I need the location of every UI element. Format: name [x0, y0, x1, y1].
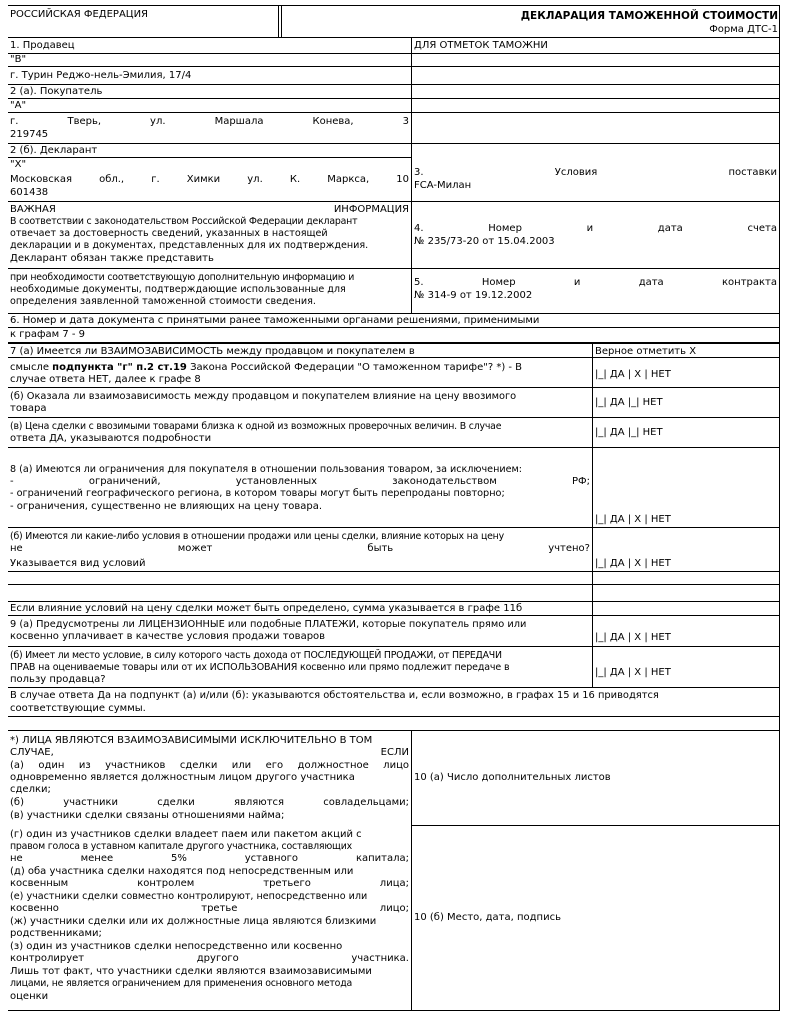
- declarant-label: 2 (б). Декларант: [10, 145, 98, 156]
- important-text-2: отвечает за достоверность сведений, указанных в настоящей: [10, 228, 328, 239]
- q9b-text-2: ПРАВ на оцениваемые товары или от их ИСПОЛЬЗОВАНИЯ косвенно или прямо подлежит передаче в: [10, 662, 510, 673]
- q8a-text-3: - ограничений географического региона, в котором товары могут быть перепроданы повторно;: [10, 488, 505, 499]
- important-text-3: декларации и в документах, представленных для их подтверждения.: [10, 240, 369, 251]
- contract-value: № 314-9 от 19.12.2002: [414, 290, 533, 301]
- footnote-line: родственниками;: [10, 928, 102, 939]
- seller-label: 1. Продавец: [10, 40, 75, 51]
- footnote-line: лицами, не является ограничением для применения основного метода: [10, 978, 353, 989]
- buyer-postcode: 219745: [10, 129, 49, 140]
- footnote-line: *) ЛИЦА ЯВЛЯЮТСЯ ВЗАИМОЗАВИСИМЫМИ ИСКЛЮЧИТЕЛЬНО В ТОМ: [10, 735, 373, 746]
- footnote-line: косвенно третье лицо;: [10, 903, 409, 914]
- delivery-terms-label: 3. Условия поставки: [414, 167, 777, 178]
- q8a-answer[interactable]: |_| ДА | Х | НЕТ: [595, 514, 671, 525]
- q8b-text-3: Указывается вид условий: [10, 558, 146, 569]
- footnote-line: сделки;: [10, 784, 51, 795]
- q8b-text-1: (б) Имеются ли какие-либо условия в отношении продажи или цены сделки, влияние которых на цену: [10, 531, 504, 542]
- buyer-address: г. Тверь, ул. Маршала Конева, 3: [10, 116, 409, 127]
- additional-sheets-label: 10 (а) Число дополнительных листов: [414, 772, 611, 783]
- q7b-answer[interactable]: |_| ДА |_| НЕТ: [595, 397, 663, 408]
- q9b-answer[interactable]: |_| ДА | Х | НЕТ: [595, 667, 671, 678]
- seller-address: г. Турин Реджо-нель-Эмилия, 17/4: [10, 70, 192, 81]
- q7c-text-2: ответа ДА, указываются подробности: [10, 433, 212, 444]
- prior-decisions-line2: к графам 7 - 9: [10, 329, 86, 340]
- q9a-answer[interactable]: |_| ДА | Х | НЕТ: [595, 632, 671, 643]
- q9b-text-1: (б) Имеет ли место условие, в силу которого часть дохода от ПОСЛЕДУЮЩЕЙ ПРОДАЖИ, от ПЕРЕДАЧИ: [10, 650, 502, 661]
- invoice-label: 4. Номер и дата счета: [414, 223, 777, 234]
- q8a-text-2: - ограничений, установленных законодательством РФ;: [10, 476, 590, 487]
- important-text-4: Декларант обязан также представить: [10, 253, 214, 264]
- q8-influence-note: Если влияние условий на цену сделки может быть определено, сумма указывается в графе 11б: [10, 603, 523, 614]
- footnote-line: правом голоса в уставном капитале другого участника, составляющих: [10, 841, 352, 852]
- seller-name: "В": [10, 54, 27, 65]
- document-title: ДЕКЛАРАЦИЯ ТАМОЖЕННОЙ СТОИМОСТИ: [520, 10, 778, 22]
- important-text-1: В соответствии с законодательством Российской Федерации декларант: [10, 216, 358, 227]
- place-date-signature-label: 10 (б) Место, дата, подпись: [414, 912, 561, 923]
- q7a-text-1: 7 (а) Имеется ли ВЗАИМОЗАВИСИМОСТЬ между продавцом и покупателем в: [10, 346, 415, 357]
- mark-column-header: Верное отметить Х: [595, 346, 697, 357]
- footnote-line: (д) оба участника сделки находятся под непосредственным или: [10, 866, 354, 877]
- q7c-answer[interactable]: |_| ДА |_| НЕТ: [595, 427, 663, 438]
- q9-note-1: В случае ответа Да на подпункт (а) и/или (б): указываются обстоятельства и, если возможно, в графах 15 и 16 приводятся: [10, 690, 659, 701]
- q7b-text-1: (б) Оказала ли взаимозависимость между продавцом и покупателем влияние на цену ввозимого: [10, 391, 517, 402]
- q9a-text-2: косвенно уплачивает в качестве условия продажи товаров: [10, 631, 326, 642]
- important-text-6: необходимые документы, подтверждающие использованные для: [10, 284, 346, 295]
- q8a-text-1: 8 (а) Имеются ли ограничения для покупателя в отношении пользования товаром, за исключением:: [10, 464, 522, 475]
- footnote-line: косвенным контролем третьего лица;: [10, 878, 409, 889]
- q7a-text-3: случае ответа НЕТ, далее к графе 8: [10, 374, 201, 385]
- footnote-line: (а) один из участников сделки или его должностное лицо: [10, 760, 409, 771]
- declarant-postcode: 601438: [10, 187, 49, 198]
- important-heading-right: ИНФОРМАЦИЯ: [333, 204, 409, 215]
- q9a-text-1: 9 (а) Предусмотрены ли ЛИЦЕНЗИОННЫЕ или подобные ПЛАТЕЖИ, которые покупатель прямо или: [10, 619, 527, 630]
- contract-label: 5. Номер и дата контракта: [414, 277, 777, 288]
- footnote-line: (ж) участники сделки или их должностные лица являются близкими: [10, 916, 377, 927]
- buyer-name: "А": [10, 100, 27, 111]
- footnote-line: СЛУЧАЕ, ЕСЛИ: [10, 747, 409, 758]
- important-text-5: при необходимости соответствующую дополнительную информацию и: [10, 272, 355, 283]
- prior-decisions-line1: 6. Номер и дата документа с принятыми ранее таможенными органами решениями, применимыми: [10, 315, 540, 326]
- q7a-text-2: смысле подпункта "г" п.2 ст.19 Закона Российской Федерации "О таможенном тарифе"? *) - В: [10, 362, 523, 373]
- declarant-address: Московская обл., г. Химки ул. К. Маркса, 10: [10, 174, 409, 185]
- footnote-line: Лишь тот факт, что участники сделки являются взаимозависимыми: [10, 966, 372, 977]
- form-code: Форма ДТС-1: [709, 24, 778, 35]
- q7c-text-1: (в) Цена сделки с ввозимыми товарами близка к одной из возможных проверочных величин. В случае: [10, 421, 502, 432]
- footnote-line: одновременно является должностным лицом другого участника: [10, 772, 355, 783]
- important-heading-left: ВАЖНАЯ: [10, 204, 56, 215]
- footnote-line: оценки: [10, 991, 49, 1002]
- q9b-text-3: пользу продавца?: [10, 674, 106, 685]
- declarant-name: "Х": [10, 159, 27, 170]
- q7a-answer[interactable]: |_| ДА | Х | НЕТ: [595, 369, 671, 380]
- q8a-text-4: - ограничения, существенно не влияющих на цену товара.: [10, 501, 323, 512]
- important-text-7: определения заявленной таможенной стоимости сведения.: [10, 296, 316, 307]
- buyer-label: 2 (а). Покупатель: [10, 86, 103, 97]
- country-name: РОССИЙСКАЯ ФЕДЕРАЦИЯ: [10, 9, 148, 20]
- footnote-line: (г) один из участников сделки владеет паем или пакетом акций с: [10, 829, 362, 840]
- footnote-line: (з) один из участников сделки непосредственно или косвенно: [10, 941, 343, 952]
- footnote-line: контролирует другого участника.: [10, 953, 409, 964]
- q9-note-2: соответствующие суммы.: [10, 703, 146, 714]
- customs-marks-label: ДЛЯ ОТМЕТОК ТАМОЖНИ: [414, 40, 548, 51]
- footnote-line: (б) участники сделки являются совладельцами;: [10, 797, 409, 808]
- footnote-line: не менее 5% уставного капитала;: [10, 853, 409, 864]
- invoice-value: № 235/73-20 от 15.04.2003: [414, 236, 555, 247]
- q8b-text-2: не может быть учтено?: [10, 543, 590, 554]
- q7b-text-2: товара: [10, 403, 47, 414]
- footnote-line: (в) участники сделки связаны отношениями найма;: [10, 810, 285, 821]
- footnote-line: (е) участники сделки совместно контролируют, непосредственно или: [10, 891, 368, 902]
- q8b-answer[interactable]: |_| ДА | Х | НЕТ: [595, 558, 671, 569]
- delivery-terms-value: FCA-Милан: [414, 180, 472, 191]
